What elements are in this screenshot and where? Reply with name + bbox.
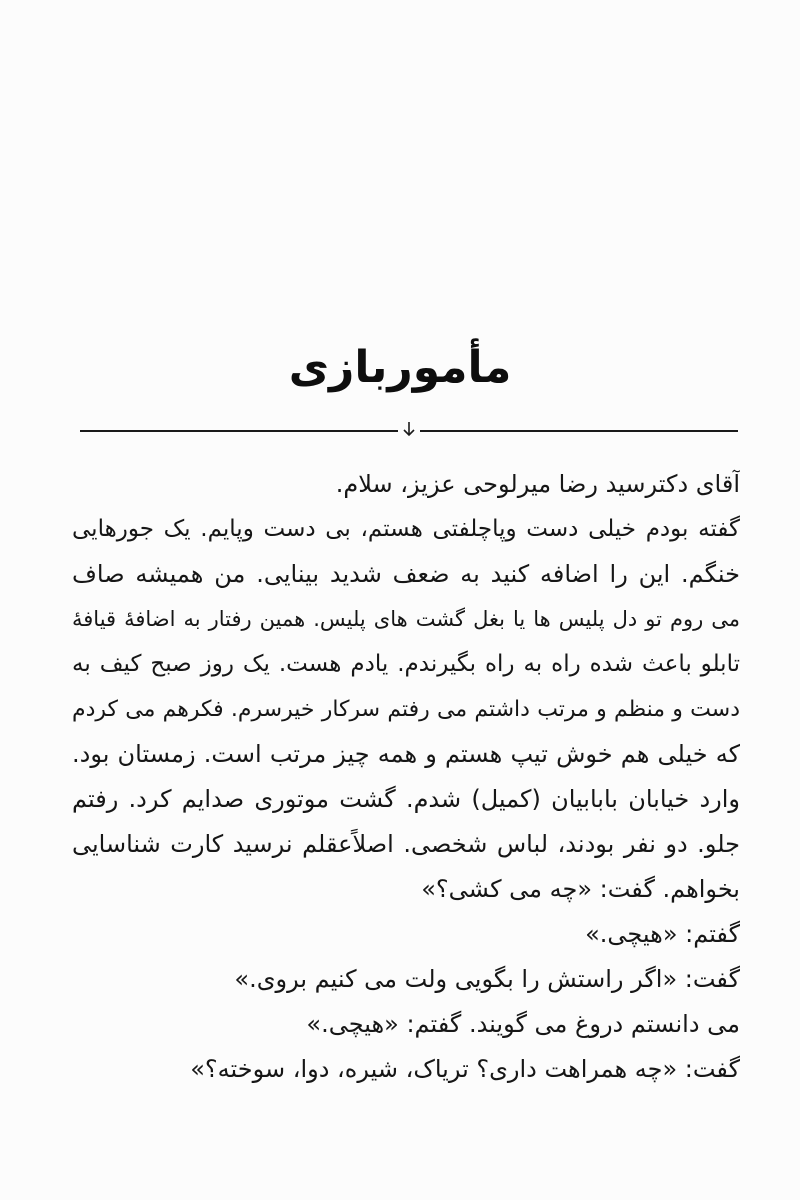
text-line: گفت: «اگر راستش را بگویی ولت می کنیم بروی.» [234, 965, 740, 993]
divider-line-right [420, 430, 738, 432]
chapter-body [72, 462, 740, 1092]
text-line: وارد خیابان بابابیان (کمیل) شدم. گشت موتوری صدایم کرد. رفتم [72, 785, 740, 813]
text-line: گفته بودم خیلی دست وپاچلفتی هستم، بی دست وپایم. یک جورهایی [72, 516, 740, 542]
text-line: که خیلی هم خوش تیپ هستم و همه چیز مرتب است. زمستان بود. [72, 740, 740, 768]
text-line: گفتم: «هیچی.» [585, 920, 740, 948]
text-line: گفت: «چه همراهت داری؟ تریاک، شیره، دوا، سوخته؟» [190, 1055, 740, 1083]
text-line: می روم تو دل پلیس ها یا بغل گشت های پلیس. همین رفتار به اضافهٔ قیافهٔ [72, 607, 740, 631]
divider-line-left [80, 430, 398, 432]
title-divider [80, 424, 738, 438]
down-arrow-icon [400, 420, 418, 438]
text-line: خنگم. این را اضافه کنید به ضعف شدید بینایی. من همیشه صاف [72, 560, 740, 588]
text-line: آقای دکترسید رضا میرلوحی عزیز، سلام. [335, 470, 740, 498]
chapter-title: مأموربازی [288, 342, 512, 393]
text-line: می دانستم دروغ می گویند. گفتم: «هیچی.» [306, 1010, 740, 1038]
text-line: دست و منظم و مرتب داشتم می رفتم سرکار خیرسرم. فکرهم می کردم [72, 697, 740, 722]
text-line: جلو. دو نفر بودند، لباس شخصی. اصلاًعقلم نرسید کارت شناسایی [72, 830, 740, 858]
text-line: بخواهم. گفت: «چه می کشی؟» [421, 875, 740, 903]
text-line: تابلو باعث شده راه به راه بگیرندم. یادم هست. یک روز صبح کیف به [72, 651, 740, 677]
